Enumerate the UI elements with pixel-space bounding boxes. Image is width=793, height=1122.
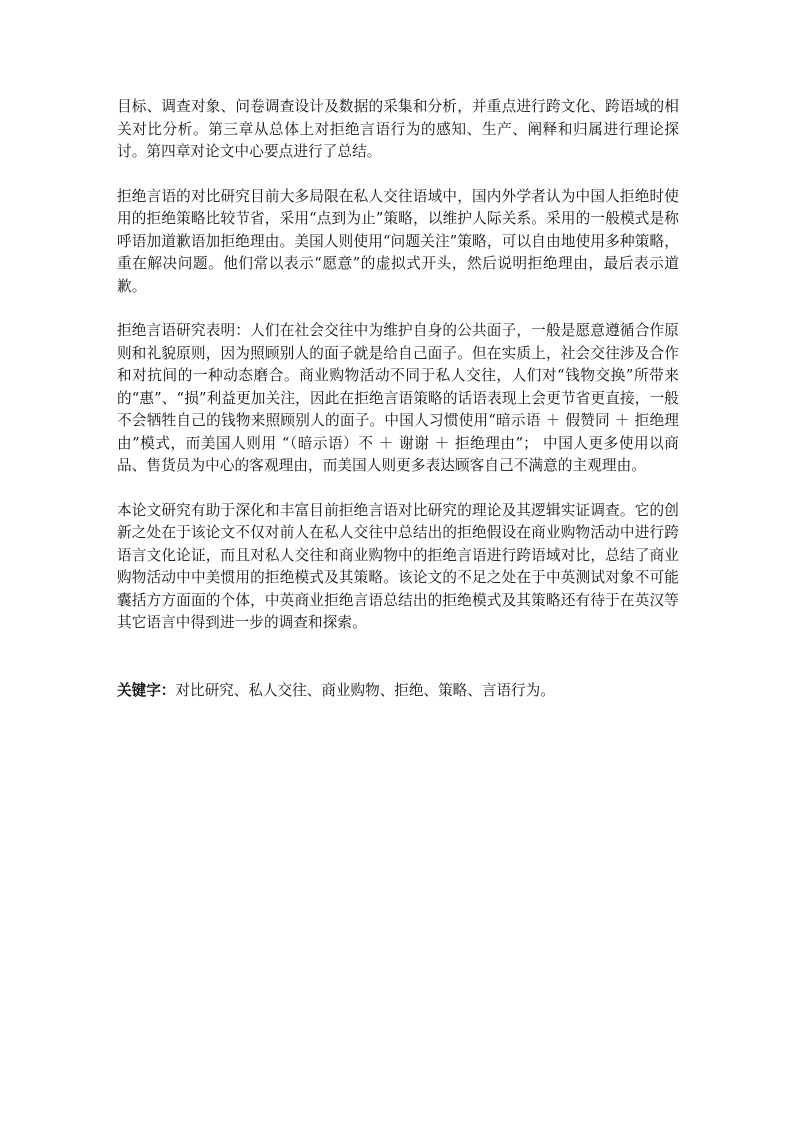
document-body — [117, 96, 679, 702]
paragraph-4: 本论文研究有助于深化和丰富目前拒绝言语对比研究的理论及其逻辑实证调查。它的创新之处在于该论文不仅对前人在私人交往中总结出的拒绝假设在商业购物活动中进行跨语言文化论证，而且对私人交往和商业购物中的拒绝言语进行跨语域对比，总结了商业购物活动中中美惯用的拒绝模式及其策略。该论文的不足之处在于中英测试对象不可能囊括方方面面的个体，中英商业拒绝言语总结出的拒绝模式及其策略还有待于在英汉等其它语言中得到进一步的调查和探索。 — [117, 501, 679, 631]
paragraph-2: 拒绝言语的对比研究目前大多局限在私人交往语域中，国内外学者认为中国人拒绝时使用的拒绝策略比较节省，采用“点到为止”策略，以维护人际关系。采用的一般模式是称呼语加道歉语加拒绝理由。美国人则使用“问题关注”策略，可以自由地使用多种策略，重在解决问题。他们常以表示“愿意”的虚拟式开头，然后说明拒绝理由，最后表示道歉。 — [117, 187, 679, 295]
keywords-text: 对比研究、私人交往、商业购物、拒绝、策略、言语行为。 — [175, 681, 555, 699]
paragraph-3: 拒绝言语研究表明：人们在社会交往中为维护自身的公共面子，一般是愿意遵循合作原则和礼貌原则，因为照顾别人的面子就是给自己面子。但在实质上，社会交往涉及合作和对抗间的一种动态磨合。商业购物活动不同于私人交往，人们对“钱物交换”所带来的“惠”、“损”利益更加关注，因此在拒绝言语策略的话语表现上会更节省更直接，一般不会牺牲自己的钱物来照顾别人的面子。中国人习惯使用“暗示语 ＋ 假赞同 ＋ 拒绝理由”模式，而美国人则用 “（暗示语）不 ＋ 谢谢 ＋ 拒绝理由”； 中国人更多使用以商品、售货员为中心的客观理由，而美国人则更多表达顾客自己不满意的主观理由。 — [117, 322, 679, 474]
keywords-line — [117, 680, 679, 702]
keywords-label: 关键字： — [117, 681, 176, 699]
paragraph-1: 目标、调查对象、问卷调查设计及数据的采集和分析，并重点进行跨文化、跨语域的相关对比分析。第三章从总体上对拒绝言语行为的感知、生产、阐释和归属进行理论探讨。第四章对论文中心要点进行了总结。 — [117, 98, 679, 160]
